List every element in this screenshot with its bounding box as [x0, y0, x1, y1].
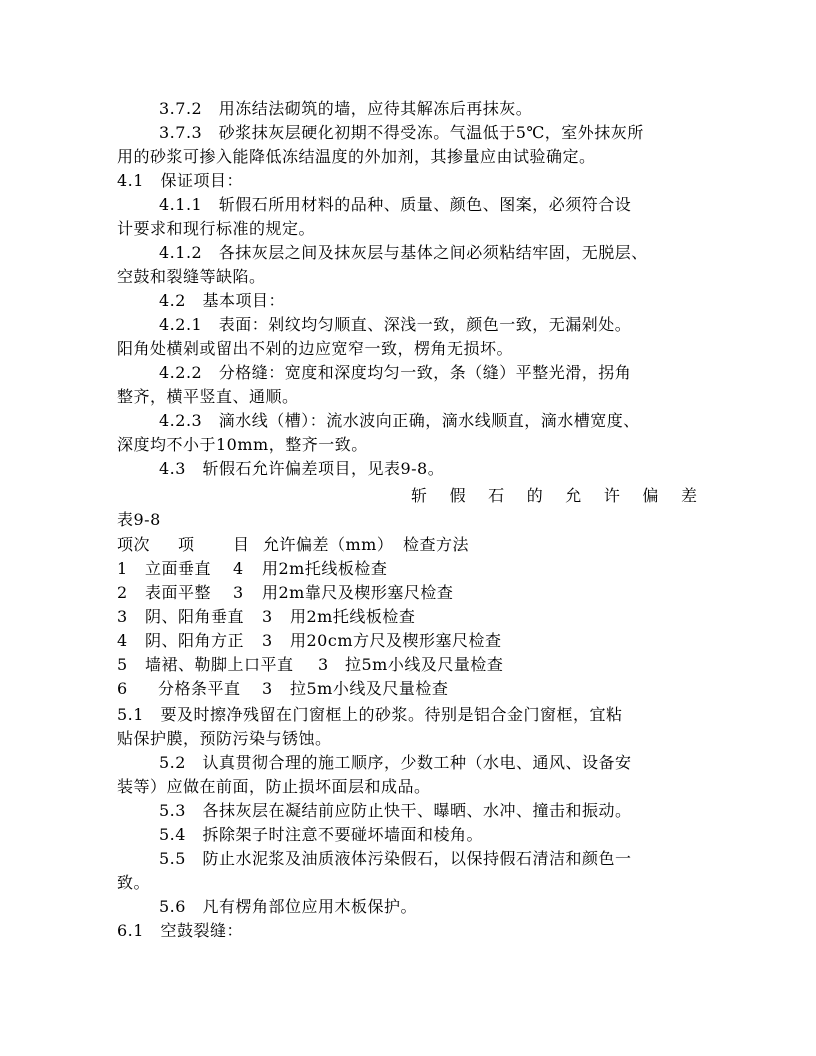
paragraph-3-7-2: 3.7.2 用冻结法砌筑的墙，应待其解冻后再抹灰。: [159, 99, 533, 118]
paragraph-4-3: 4.3 斩假石允许偏差项目，见表9-8。: [159, 459, 445, 478]
paragraph-5-2: 5.2 认真贯彻合理的施工顺序，少数工种（水电、通风、设备安: [159, 753, 632, 772]
row-method: 用2m托线板检查: [262, 559, 388, 578]
row-item: 分格条平直: [158, 679, 241, 698]
row-tolerance: 3: [262, 679, 273, 698]
row-item: 表面平整: [145, 583, 212, 602]
paragraph-4-2-2: 4.2.2 分格缝：宽度和深度均匀一致，条（缝）平整光滑，拐角: [159, 363, 632, 382]
heading-4-2: 4.2 基本项目：: [159, 291, 285, 310]
row-item: 阴、阳角垂直: [145, 607, 245, 626]
paragraph-4-2-1-cont: 阳角处横剁或留出不剁的边应宽窄一致，楞角无损坏。: [117, 339, 514, 358]
row-seq: 1: [117, 559, 128, 578]
row-tolerance: 3: [262, 607, 273, 626]
paragraph-4-2-2-cont: 整齐，横平竖直、通顺。: [117, 387, 299, 406]
row-tolerance: 3: [262, 631, 273, 650]
row-item: 墙裙、勒脚上口平直: [145, 655, 294, 674]
paragraph-5-1: 5.1 要及时擦净残留在门窗框上的砂浆。待别是铝合金门窗框，宜粘: [117, 705, 623, 724]
table-title-char: 允: [565, 486, 582, 505]
row-seq: 5: [117, 655, 128, 674]
table-title-char: 假: [449, 486, 466, 505]
paragraph-5-1-cont: 贴保护膜，预防污染与锈蚀。: [117, 729, 332, 748]
paragraph-5-5-cont: 致。: [117, 873, 151, 892]
table-title-char: 偏: [642, 486, 659, 505]
header-seq: 项次: [117, 535, 151, 554]
row-seq: 2: [117, 583, 128, 602]
row-tolerance: 3: [233, 583, 244, 602]
row-item: 立面垂直: [145, 559, 212, 578]
paragraph-3-7-3-cont: 用的砂浆可掺入能降低冻结温度的外加剂，其掺量应由试验确定。: [117, 147, 596, 166]
row-method: 用20cm方尺及楔形塞尺检查: [290, 631, 502, 650]
row-seq: 4: [117, 631, 128, 650]
paragraph-5-2-cont: 装等）应做在前面，防止损坏面层和成品。: [117, 777, 431, 796]
table-title-char: 斩: [411, 486, 428, 505]
paragraph-5-6: 5.6 凡有楞角部位应用木板保护。: [159, 897, 417, 916]
table-title-char: 石: [488, 486, 505, 505]
header-tolerance: 允许偏差（mm）: [263, 535, 394, 554]
paragraph-4-1-2-cont: 空鼓和裂缝等缺陷。: [117, 267, 266, 286]
paragraph-4-1-1: 4.1.1 斩假石所用材料的品种、质量、颜色、图案，必须符合设: [159, 195, 632, 214]
paragraph-4-2-1: 4.2.1 表面：剁纹均匀顺直、深浅一致，颜色一致，无漏剁处。: [159, 315, 632, 334]
row-seq: 3: [117, 607, 128, 626]
paragraph-5-4: 5.4 拆除架子时注意不要碰坏墙面和棱角。: [159, 825, 483, 844]
paragraph-4-1-2: 4.1.2 各抹灰层之间及抹灰层与基体之间必须粘结牢固，无脱层、: [159, 243, 648, 262]
row-method: 用2m托线板检查: [290, 607, 416, 626]
row-method: 拉5m小线及尺量检查: [345, 655, 504, 674]
paragraph-4-2-3-cont: 深度均不小于10mm，整齐一致。: [117, 435, 368, 454]
table-title: [411, 484, 697, 508]
paragraph-3-7-3: 3.7.3 砂浆抹灰层硬化初期不得受冻。气温低于5℃，室外抹灰所: [159, 123, 644, 142]
row-method: 用2m靠尺及楔形塞尺检查: [262, 583, 454, 602]
table-title-char: 的: [526, 486, 543, 505]
header-method: 检查方法: [403, 535, 470, 554]
table-title-char: 许: [603, 486, 620, 505]
paragraph-5-5: 5.5 防止水泥浆及油质液体污染假石，以保持假石清洁和颜色一: [159, 849, 632, 868]
table-title-char: 差: [680, 486, 697, 505]
row-item: 阴、阳角方正: [145, 631, 245, 650]
paragraph-5-3: 5.3 各抹灰层在凝结前应防止快干、曝晒、水冲、撞击和振动。: [159, 801, 632, 820]
row-tolerance: 4: [233, 559, 244, 578]
heading-4-1: 4.1 保证项目：: [117, 171, 243, 190]
table-number: 表9-8: [117, 510, 161, 529]
heading-6-1: 6.1 空鼓裂缝：: [117, 921, 243, 940]
header-item-b: 目: [233, 535, 250, 554]
row-tolerance: 3: [318, 655, 329, 674]
paragraph-4-1-1-cont: 计要求和现行标准的规定。: [117, 219, 316, 238]
row-seq: 6: [117, 679, 128, 698]
header-item-a: 项: [178, 535, 195, 554]
paragraph-4-2-3: 4.2.3 滴水线（槽）：流水波向正确，滴水线顺直，滴水槽宽度、: [159, 411, 640, 430]
row-method: 拉5m小线及尺量检查: [290, 679, 449, 698]
